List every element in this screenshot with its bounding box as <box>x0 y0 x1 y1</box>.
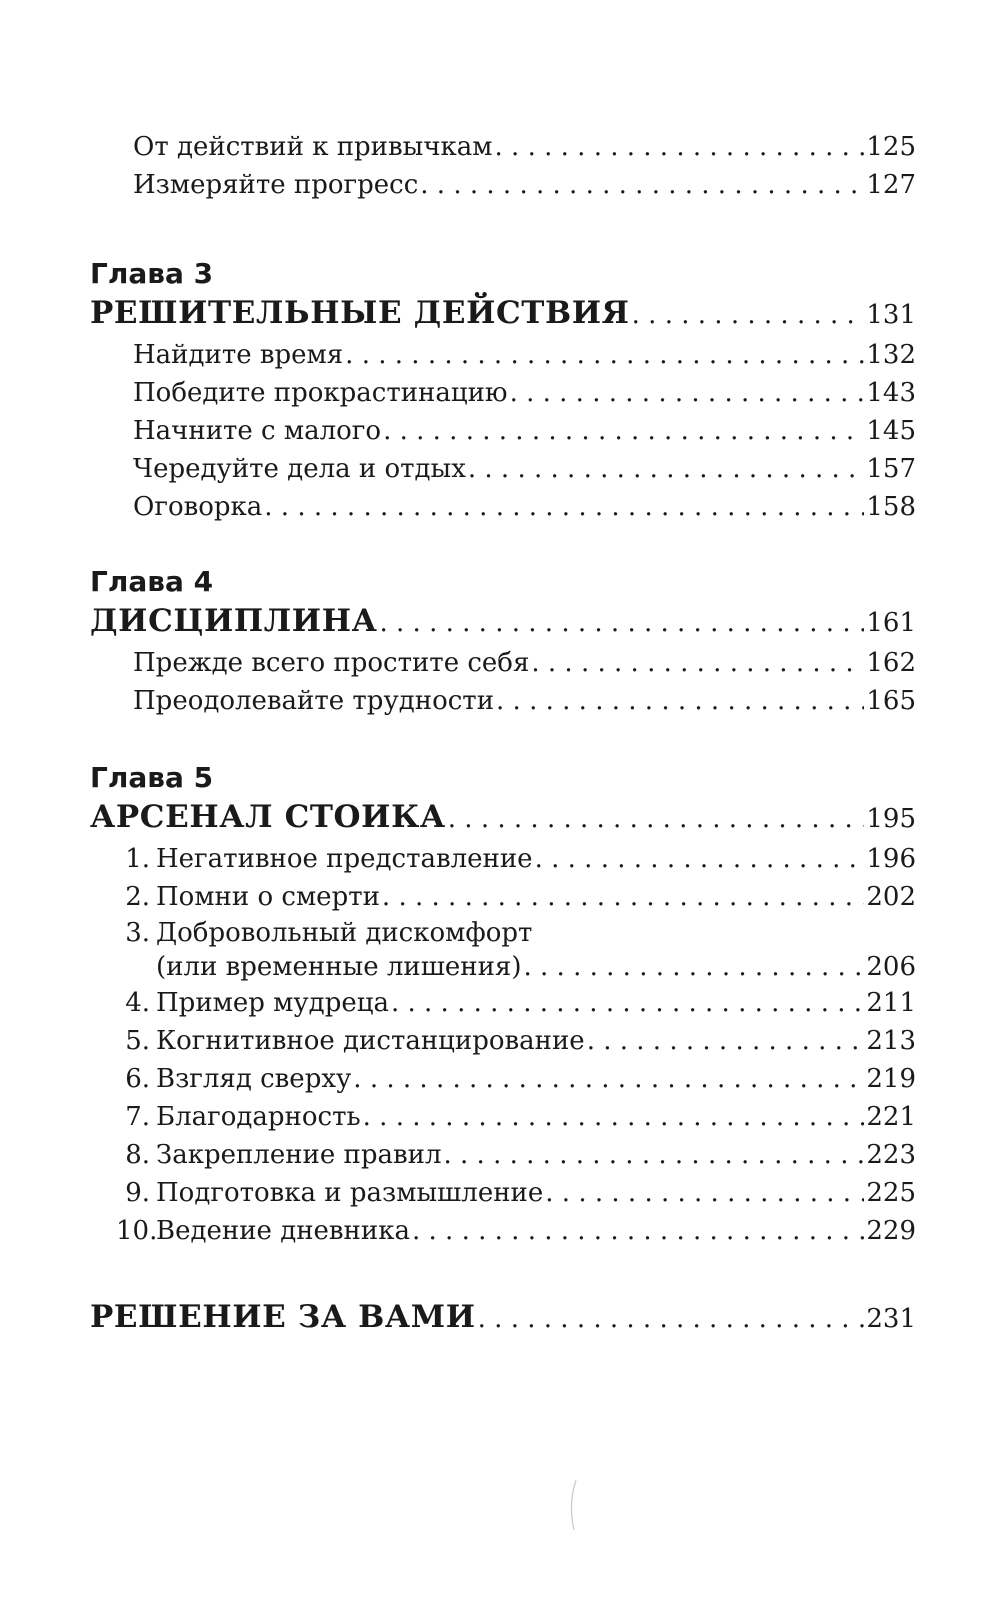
toc-page-number: 162 <box>866 648 916 678</box>
toc-entry-title: От действий к привычкам <box>133 132 493 162</box>
toc-entry <box>90 644 916 682</box>
toc-entry-title: Взгляд сверху <box>156 1064 352 1094</box>
dot-leader <box>535 840 865 878</box>
dot-leader <box>380 602 865 644</box>
entry-number: 7. <box>125 1102 150 1132</box>
toc-entry-title: Подготовка и размышление <box>156 1178 544 1208</box>
toc-page-number: 202 <box>866 882 916 912</box>
toc-entry-title: Победите прокрастинацию <box>133 378 508 408</box>
chapter-label: Глава 3 <box>90 257 214 290</box>
toc-page-number: 125 <box>866 132 916 162</box>
dot-leader <box>496 682 864 720</box>
toc-entry-multiline <box>90 916 916 984</box>
entry-number: 1. <box>125 844 150 874</box>
dot-leader <box>523 950 864 984</box>
toc-page-number: 161 <box>866 608 916 638</box>
dot-leader <box>443 1136 864 1174</box>
toc-entry <box>90 840 916 878</box>
toc-entry <box>90 128 916 166</box>
entry-number: 9. <box>125 1178 150 1208</box>
toc-entry <box>90 336 916 374</box>
toc-page-number: 158 <box>866 492 916 522</box>
chapter-label: Глава 4 <box>90 565 214 598</box>
entry-number: 2. <box>125 882 150 912</box>
toc-page-number: 145 <box>866 416 916 446</box>
toc-page-number: 231 <box>866 1304 916 1334</box>
toc-entry <box>90 682 916 720</box>
entry-number: 6. <box>125 1064 150 1094</box>
toc-entry-title: Измеряйте прогресс <box>133 170 419 200</box>
toc-entry <box>90 1136 916 1174</box>
dot-leader <box>264 488 864 526</box>
entry-number: 8. <box>125 1140 150 1170</box>
toc-page-number: 165 <box>866 686 916 716</box>
dot-leader <box>478 1298 865 1340</box>
toc-page-number: 196 <box>866 844 916 874</box>
dot-leader <box>448 798 865 840</box>
toc-page-number: 206 <box>866 952 916 982</box>
chapter-title-entry <box>90 600 916 644</box>
toc-page-number: 223 <box>866 1140 916 1170</box>
toc-entry-title: Закрепление правил <box>156 1140 442 1170</box>
toc-entry <box>90 450 916 488</box>
toc-page-number: 225 <box>866 1178 916 1208</box>
toc-entry <box>90 878 916 916</box>
chapter-title: РЕШИТЕЛЬНЫЕ ДЕЙСТВИЯ <box>90 295 630 331</box>
toc-entry-title: Ведение дневника <box>156 1216 410 1246</box>
dot-leader <box>545 1174 864 1212</box>
toc-page-number: 131 <box>866 300 916 330</box>
chapter-title: ДИСЦИПЛИНА <box>90 603 378 639</box>
dot-leader <box>420 166 864 204</box>
dot-leader <box>468 450 865 488</box>
scan-mark <box>566 1478 580 1532</box>
chapter-title-entry <box>90 292 916 336</box>
toc-entry-title: Прежде всего простите себя <box>133 648 530 678</box>
dot-leader <box>632 294 865 336</box>
toc-page-number: 195 <box>866 804 916 834</box>
chapter-label: Глава 5 <box>90 761 214 794</box>
toc-entry <box>90 374 916 412</box>
dot-leader <box>531 644 864 682</box>
toc-entry <box>90 1098 916 1136</box>
entry-number: 4. <box>125 988 150 1018</box>
chapter-title-entry <box>90 796 916 840</box>
table-of-contents <box>90 128 916 1340</box>
toc-entry <box>90 1174 916 1212</box>
toc-entry <box>90 488 916 526</box>
toc-entry-title-line1: Добровольный дискомфорт <box>156 918 533 948</box>
toc-entry-title-line2: (или временные лишения) <box>156 952 522 982</box>
toc-page-number: 213 <box>866 1026 916 1056</box>
toc-entry-title: Благодарность <box>156 1102 361 1132</box>
toc-page-number: 157 <box>866 454 916 484</box>
toc-entry-title: Негативное представление <box>156 844 533 874</box>
final-section-entry <box>90 1296 916 1340</box>
dot-leader <box>353 1060 864 1098</box>
toc-entry <box>90 1212 916 1250</box>
toc-entry-title: Найдите время <box>133 340 344 370</box>
toc-page-number: 221 <box>866 1102 916 1132</box>
final-section-title: РЕШЕНИЕ ЗА ВАМИ <box>90 1299 476 1335</box>
dot-leader <box>587 1022 865 1060</box>
toc-page-number: 211 <box>866 988 916 1018</box>
dot-leader <box>510 374 865 412</box>
toc-page-number: 219 <box>866 1064 916 1094</box>
toc-entry-title: Оговорка <box>133 492 263 522</box>
toc-entry <box>90 984 916 1022</box>
toc-page-number: 143 <box>866 378 916 408</box>
dot-leader <box>382 878 864 916</box>
toc-entry-title: Преодолевайте трудности <box>133 686 495 716</box>
entry-number: 5. <box>125 1026 150 1056</box>
dot-leader <box>495 128 865 166</box>
toc-entry <box>90 1060 916 1098</box>
entry-number: 10. <box>116 1216 158 1246</box>
dot-leader <box>391 984 864 1022</box>
toc-entry-title: Пример мудреца <box>156 988 389 1018</box>
toc-entry-title: Начните с малого <box>133 416 382 446</box>
dot-leader <box>383 412 864 450</box>
toc-page-number: 229 <box>866 1216 916 1246</box>
toc-entry-title: Помни о смерти <box>156 882 380 912</box>
toc-entry <box>90 166 916 204</box>
chapter-title: АРСЕНАЛ СТОИКА <box>90 799 446 835</box>
toc-entry-title: Чередуйте дела и отдых <box>133 454 466 484</box>
toc-page-number: 127 <box>866 170 916 200</box>
dot-leader <box>412 1212 864 1250</box>
toc-entry <box>90 1022 916 1060</box>
toc-page-number: 132 <box>866 340 916 370</box>
dot-leader <box>363 1098 865 1136</box>
entry-number: 3. <box>125 918 150 948</box>
toc-entry-title: Когнитивное дистанцирование <box>156 1026 585 1056</box>
toc-entry <box>90 412 916 450</box>
dot-leader <box>345 336 864 374</box>
